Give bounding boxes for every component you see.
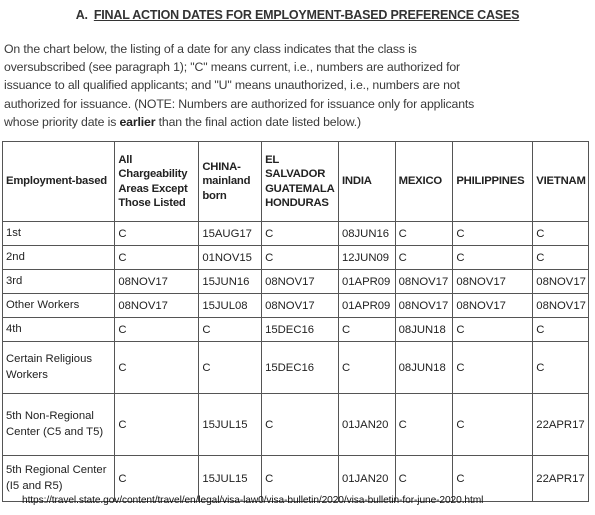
date-cell: C <box>262 456 339 502</box>
final-action-dates-table <box>2 141 589 502</box>
table-header-row <box>3 142 589 222</box>
column-header: All Chargeability Areas Except Those Listed <box>115 142 199 222</box>
category-cell: 4th <box>3 318 115 342</box>
column-header: MEXICO <box>395 142 453 222</box>
date-cell: 08NOV17 <box>115 270 199 294</box>
date-cell: 01JAN20 <box>338 394 395 456</box>
date-cell: 15JUL15 <box>199 394 262 456</box>
date-cell: C <box>533 342 589 394</box>
table-row <box>3 342 589 394</box>
date-cell: 08JUN16 <box>338 222 395 246</box>
date-cell: C <box>115 222 199 246</box>
date-cell: 08NOV17 <box>533 270 589 294</box>
date-cell: 08JUN18 <box>395 318 453 342</box>
category-cell: 1st <box>3 222 115 246</box>
date-cell: 08NOV17 <box>395 270 453 294</box>
date-cell: C <box>395 222 453 246</box>
column-header: PHILIPPINES <box>453 142 533 222</box>
date-cell: 08JUN18 <box>395 342 453 394</box>
intro-emphasis: earlier <box>119 114 156 129</box>
category-cell: 5th Non-Regional Center (C5 and T5) <box>3 394 115 456</box>
date-cell: 22APR17 <box>533 456 589 502</box>
date-cell: 01APR09 <box>338 270 395 294</box>
category-cell: Certain Religious Workers <box>3 342 115 394</box>
category-cell: 5th Regional Center (I5 and R5) <box>3 456 115 502</box>
date-cell: 15JUL08 <box>199 294 262 318</box>
date-cell: 01NOV15 <box>199 246 262 270</box>
column-header: CHINA-mainland born <box>199 142 262 222</box>
date-cell: C <box>262 246 339 270</box>
date-cell: C <box>453 246 533 270</box>
table-row <box>3 394 589 456</box>
date-cell: C <box>338 318 395 342</box>
date-cell: C <box>199 342 262 394</box>
table-row <box>3 318 589 342</box>
date-cell: 15DEC16 <box>262 318 339 342</box>
date-cell: 08NOV17 <box>395 294 453 318</box>
category-cell: 2nd <box>3 246 115 270</box>
section-heading <box>0 8 595 22</box>
date-cell: C <box>453 394 533 456</box>
date-cell: 22APR17 <box>533 394 589 456</box>
table-row <box>3 294 589 318</box>
date-cell: 08NOV17 <box>453 294 533 318</box>
category-cell: 3rd <box>3 270 115 294</box>
column-header: EL SALVADOR GUATEMALA HONDURAS <box>262 142 339 222</box>
date-cell: C <box>533 246 589 270</box>
column-header: Employment-based <box>3 142 115 222</box>
date-cell: 08NOV17 <box>115 294 199 318</box>
date-cell: C <box>533 318 589 342</box>
date-cell: 15DEC16 <box>262 342 339 394</box>
date-cell: 08NOV17 <box>533 294 589 318</box>
intro-paragraph <box>4 40 589 131</box>
date-cell: C <box>262 222 339 246</box>
date-cell: C <box>453 222 533 246</box>
date-cell: C <box>453 456 533 502</box>
date-cell: C <box>453 342 533 394</box>
intro-line: than the final action date listed below.) <box>155 114 361 129</box>
date-cell: C <box>533 222 589 246</box>
date-cell: 01APR09 <box>338 294 395 318</box>
date-cell: C <box>115 394 199 456</box>
column-header: VIETNAM <box>533 142 589 222</box>
date-cell: C <box>338 342 395 394</box>
table-row <box>3 222 589 246</box>
column-header: INDIA <box>338 142 395 222</box>
intro-line: authorized for issuance. (NOTE: Numbers are authorized for issuance only for applicants <box>4 96 475 111</box>
source-url: https://travel.state.gov/content/travel/en/legal/visa-law0/visa-bulletin/2020/visa-bulletin-for-june-2020.html <box>22 495 484 506</box>
date-cell: 08NOV17 <box>453 270 533 294</box>
date-cell: C <box>395 246 453 270</box>
date-cell: C <box>199 318 262 342</box>
date-cell: C <box>115 318 199 342</box>
date-cell: 15AUG17 <box>199 222 262 246</box>
date-cell: C <box>395 394 453 456</box>
date-cell: C <box>115 342 199 394</box>
intro-line: issuance to all qualified applicants; and "U" means unauthorized, i.e., numbers are not <box>4 78 460 93</box>
section-title: FINAL ACTION DATES FOR EMPLOYMENT-BASED PREFERENCE CASES <box>93 8 520 22</box>
date-cell: 08NOV17 <box>262 294 339 318</box>
intro-line: On the chart below, the listing of a date for any class indicates that the class is <box>4 42 417 56</box>
date-cell: C <box>115 456 199 502</box>
date-cell: C <box>115 246 199 270</box>
date-cell: C <box>453 318 533 342</box>
table-row <box>3 246 589 270</box>
date-cell: 08NOV17 <box>262 270 339 294</box>
table-row <box>3 270 589 294</box>
date-cell: C <box>395 456 453 502</box>
intro-line: whose priority date is <box>4 114 120 129</box>
date-cell: C <box>262 394 339 456</box>
date-cell: 01JAN20 <box>338 456 395 502</box>
date-cell: 12JUN09 <box>338 246 395 270</box>
date-cell: 15JUN16 <box>199 270 262 294</box>
category-cell: Other Workers <box>3 294 115 318</box>
intro-line: oversubscribed (see paragraph 1); "C" means current, i.e., numbers are authorized for <box>4 60 460 75</box>
section-letter: A. <box>75 8 88 22</box>
date-cell: 15JUL15 <box>199 456 262 502</box>
